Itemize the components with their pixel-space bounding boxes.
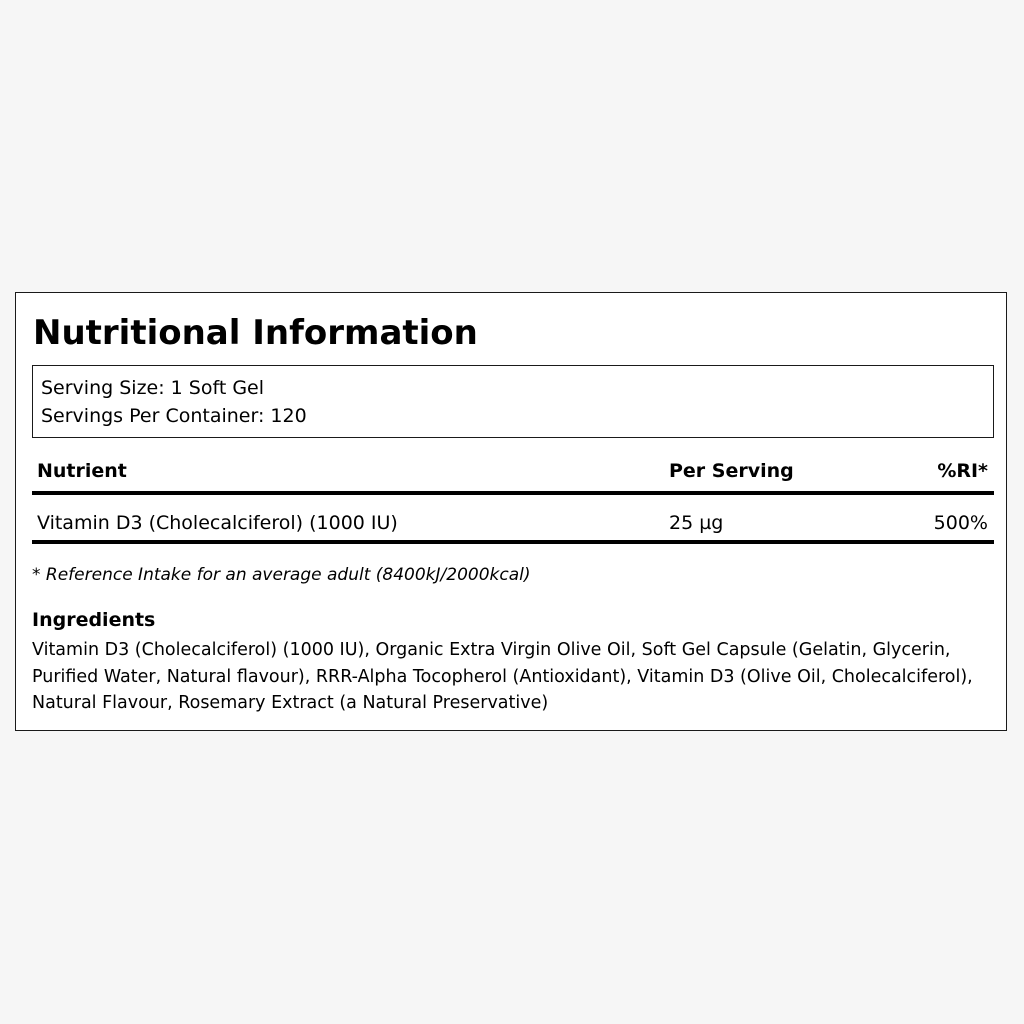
serving-size: Serving Size: 1 Soft Gel xyxy=(41,377,265,399)
nutrition-label-panel xyxy=(15,292,1007,731)
table-header-row xyxy=(32,453,994,495)
header-per-serving: Per Serving xyxy=(669,460,794,482)
ingredients-heading: Ingredients xyxy=(32,609,156,631)
ingredients-text: Vitamin D3 (Cholecalciferol) (1000 IU), Organic Extra Virgin Olive Oil, Soft Gel Capsule (Gelatin, Glycerin, Purified Water, Natural flavour), RRR-Alpha Tocopherol (Antioxidant), Vitamin D3 (Olive Oil, Cholecalciferol), Natural Flavour, Rosemary Extract (a Natural Preservative) xyxy=(32,640,973,713)
table-row xyxy=(32,495,994,544)
row-per-serving: 25 µg xyxy=(669,512,724,534)
reference-intake-footnote: * Reference Intake for an average adult (8400kJ/2000kcal) xyxy=(32,565,531,585)
header-ri: %RI* xyxy=(937,460,988,482)
row-ri: 500% xyxy=(933,512,988,534)
serving-info-box xyxy=(32,365,994,438)
row-nutrient: Vitamin D3 (Cholecalciferol) (1000 IU) xyxy=(37,512,398,534)
nutrient-table xyxy=(32,453,994,544)
label-title: Nutritional Information xyxy=(33,313,478,353)
servings-per-container: Servings Per Container: 120 xyxy=(41,405,307,427)
header-nutrient: Nutrient xyxy=(37,460,127,482)
